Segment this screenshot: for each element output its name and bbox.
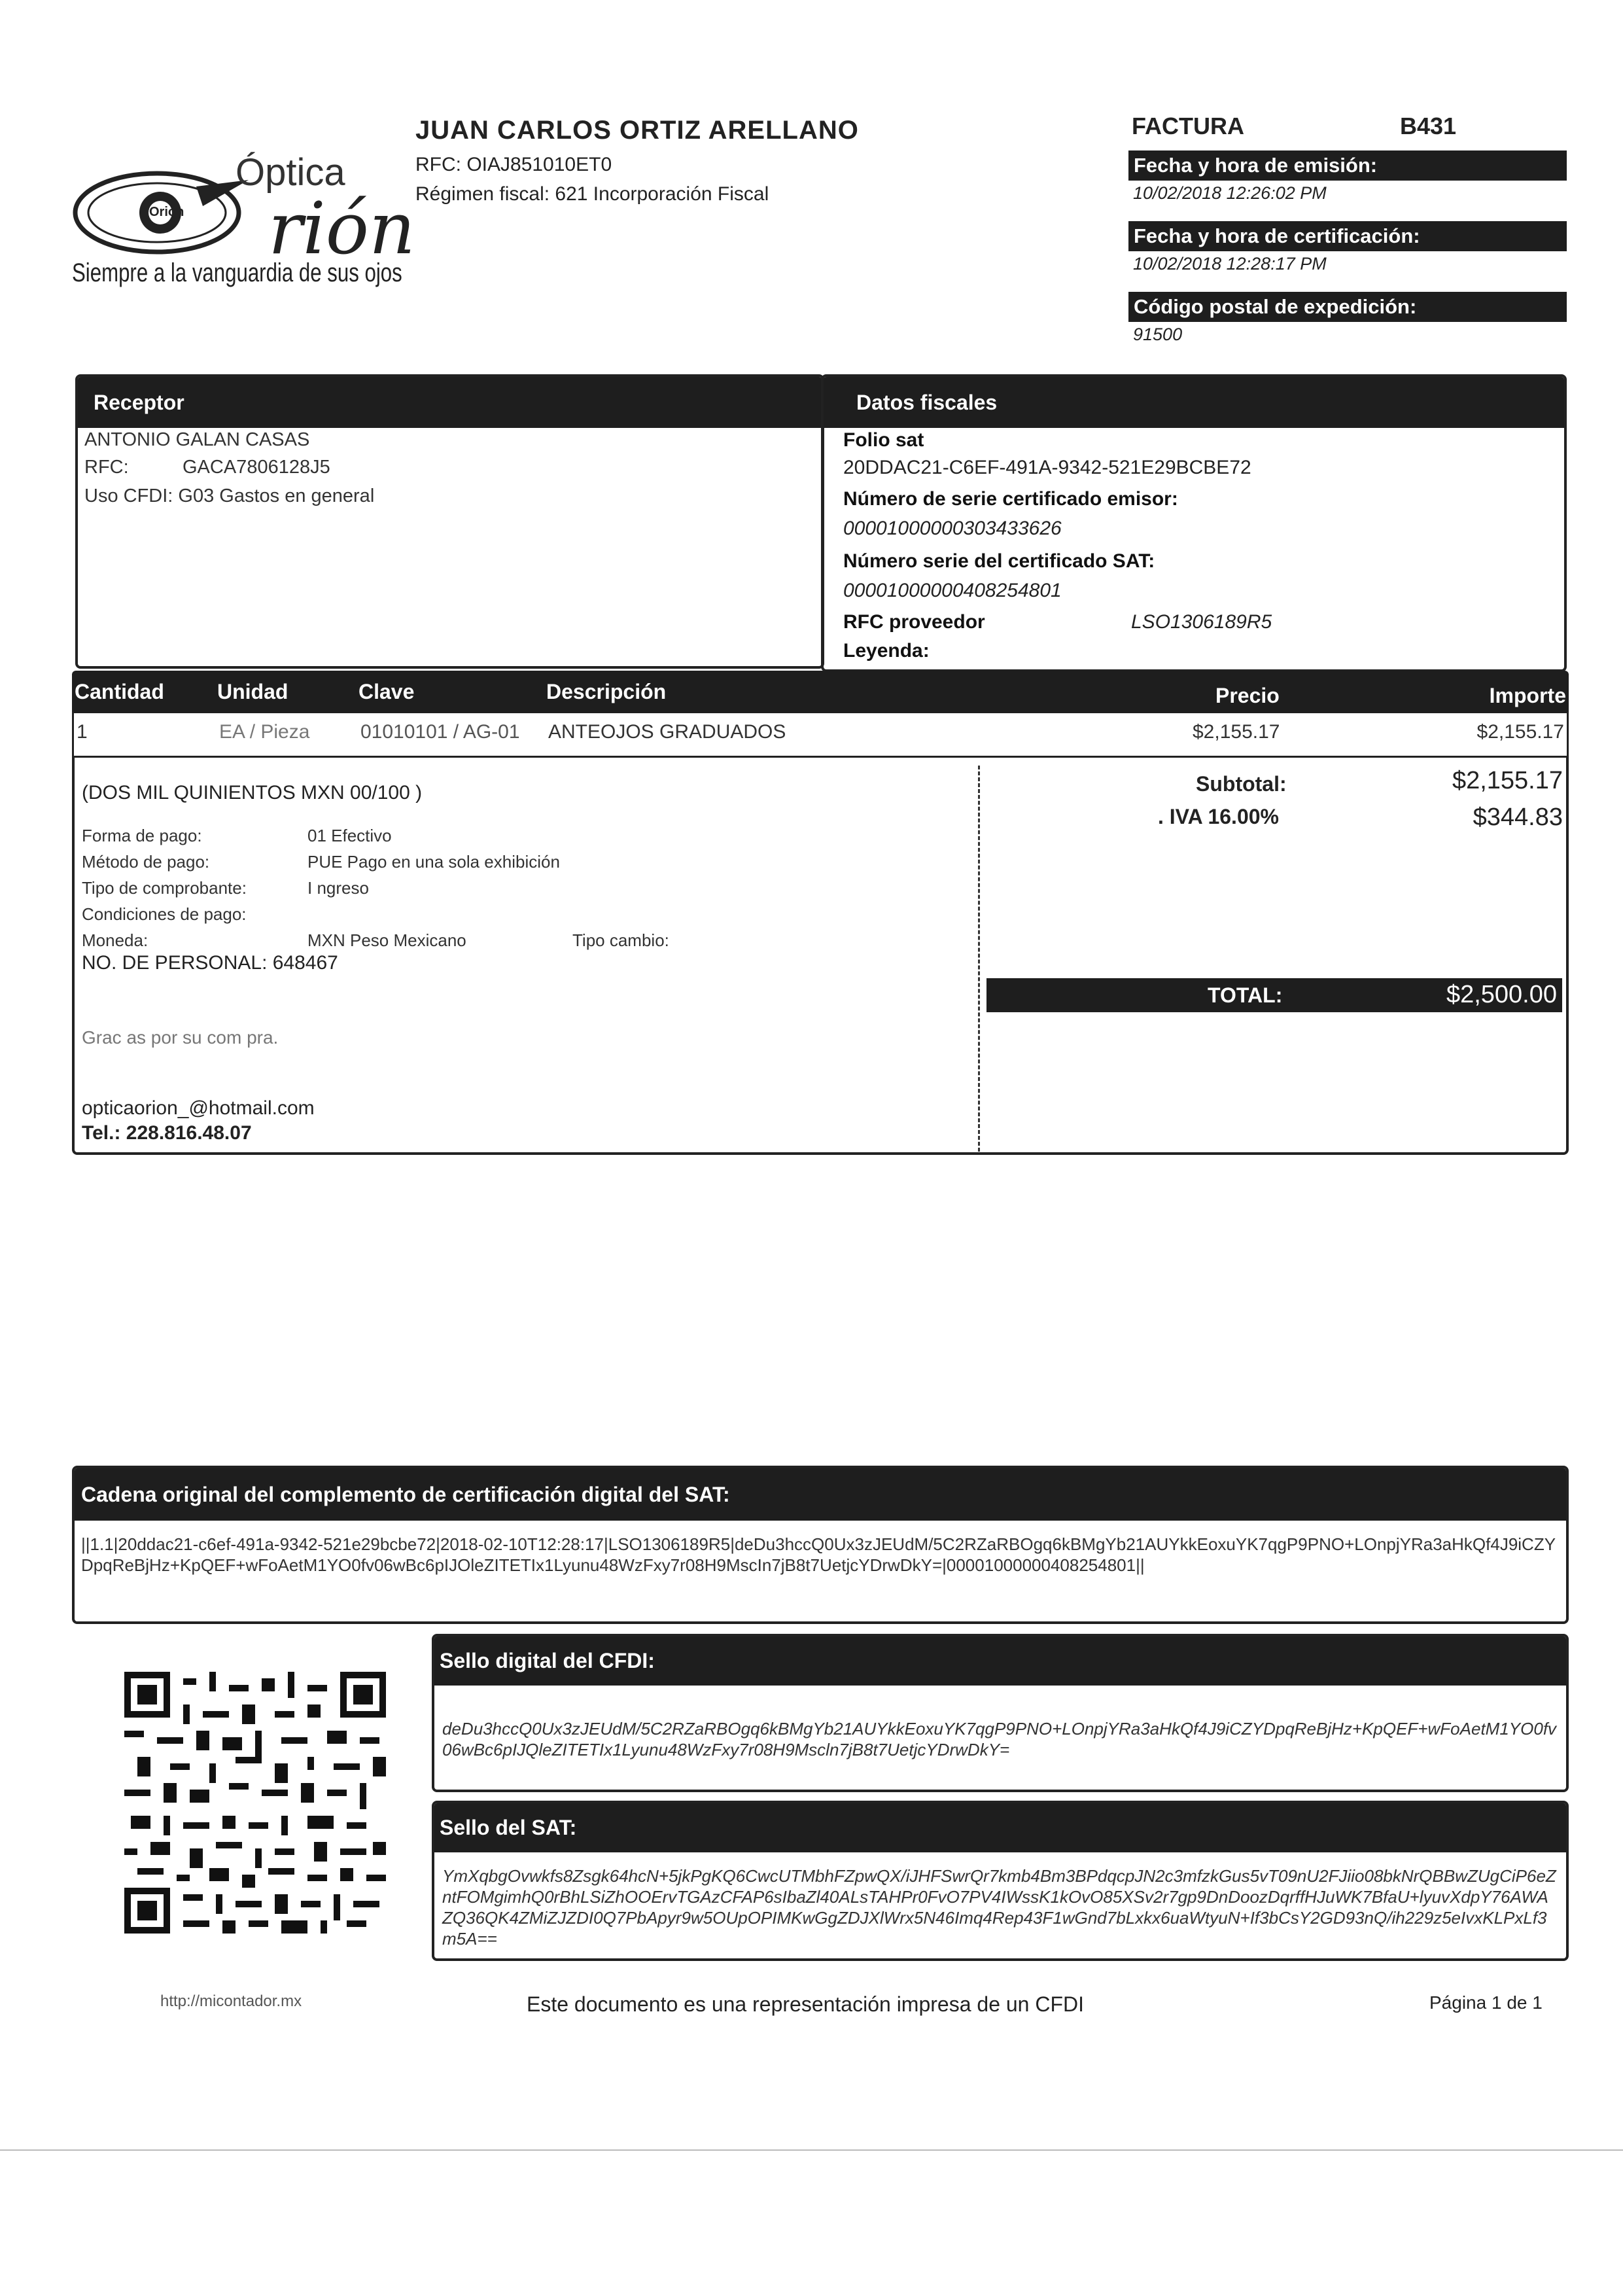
moneda-value: MXN Peso Mexicano [307,930,466,950]
issuer-rfc: RFC: OIAJ851010ET0 [415,154,612,175]
summary-divider [978,766,980,1152]
sello-cfdi-panel [432,1634,1569,1792]
brand-bottom: rión [268,186,415,270]
cert-sat-value: 00001000000408254801 [843,580,1062,601]
brand-tagline: Siempre a la vanguardia de sus ojos [72,258,402,287]
iva-value: $344.83 [1473,804,1563,831]
receptor-rfc-label: RFC: [84,457,129,478]
cp-value: 91500 [1133,325,1183,344]
cell-cantidad: 1 [77,721,88,743]
tipo-cambio-label: Tipo cambio: [572,930,669,950]
cert-sat-label: Número serie del certificado SAT: [843,550,1155,572]
personal-number: NO. DE PERSONAL: 648467 [82,952,338,974]
cadena-text: ||1.1|20ddac21-c6ef-491a-9342-521e29bcbe72|2018-02-10T12:28:17|LSO1306189R5|deDu3hccQ0Ux3zJEUdM/5C2RZaRBOgq6kBMgYb21AUYkkEoxuYK7qgP9PNO+LOnpjYRa3aHkQf4J9iCZYDpqReBjHz+KpQEF+wFoAetM1YO0fv06wBc6pIJOleZITETIx1Lyunu48WzFxy7r08H9MscIn7jB8t7UetjcYDrwDkY=|00001000000408254801|| [81,1534,1556,1575]
col-descripcion: Descripción [546,680,667,703]
forma-pago-value: 01 Efectivo [307,826,392,845]
fiscal-header: Datos fiscales [824,377,1564,428]
iva-label: . IVA 16.00% [1158,805,1279,828]
sello-sat-header: Sello del SAT: [434,1803,1566,1852]
leyenda-label: Leyenda: [843,640,930,662]
subtotal-value: $2,155.17 [1452,767,1563,794]
col-importe: Importe [1489,684,1566,707]
cell-precio: $2,155.17 [1193,721,1280,743]
contact-email: opticaorion_@hotmail.com [82,1097,315,1119]
receptor-uso: Uso CFDI: G03 Gastos en general [84,486,375,506]
forma-pago-label: Forma de pago: [82,826,202,845]
cert-emisor-value: 00001000000303433626 [843,518,1062,539]
rfc-proveedor-label: RFC proveedor [843,611,985,633]
sello-sat-text: YmXqbgOvwkfs8Zsgk64hcN+5jkPgKQ6CwcUTMbhFZpwQX/iJHFSwrQr7kmb4Bm3BPdqcpJN2c3mfzkGus5vT09nU2FJiio08bkNrQBBwZUgCiP6eZntFOMgimhQ0rBhLSiZhOOErvTGAzCFAP6sIbaZl40ALsTAHPr0FvO7PV4IWssK1kOvO85XSv2r7gp9DnDoozDqrffHJuWK7BfaU+lyuvXdpY76AWAZQ36QK4ZMiZJZDI0Q7PbApyr9w5OUpOPIMKwGgZDJXlWrx5N46Imq4Rep43F1wGnd7bLxkx6uaWtyuN+If3bCsY2GD93nQ/ih229z5eIvxKLPxLf3m5A== [442,1866,1556,1949]
thanks-message: Grac as por su com pra. [82,1027,279,1048]
folio-label: Folio sat [843,429,924,451]
brand-top: Óptica [236,151,345,194]
emision-value: 10/02/2018 12:26:02 PM [1133,183,1327,203]
receptor-rfc-value: GACA7806128J5 [183,457,330,478]
company-logo [72,147,415,298]
col-clave: Clave [358,680,415,703]
issuer-regimen: Régimen fiscal: 621 Incorporación Fiscal [415,183,769,205]
subtotal-label: Subtotal: [1196,772,1287,796]
sello-cfdi-text: deDu3hccQ0Ux3zJEUdM/5C2RZaRBOgq6kBMgYb21AUYkkEoxuYK7qgP9PNO+LOnpjYRa3aHkQf4J9iCZYDpqReBjHz+KpQEF+wFoAetM1YO0fv06wBc6pIJQleZITETIx1Lyunu48WzFxy7r08H9Mscln7jB8t7UetjcYDrwDkY= [442,1719,1557,1759]
total-value: $2,500.00 [1446,981,1557,1008]
cell-unidad: EA / Pieza [219,721,310,743]
contact-phone: Tel.: 228.816.48.07 [82,1122,252,1144]
footer-page-number: Página 1 de 1 [1429,1992,1543,2013]
cert-emisor-label: Número de serie certificado emisor: [843,488,1178,510]
rfc-proveedor-value: LSO1306189R5 [1131,611,1272,633]
tipo-comprobante-label: Tipo de comprobante: [82,878,247,898]
cadena-original-panel [72,1466,1569,1624]
issuer-name: JUAN CARLOS ORTIZ ARELLANO [415,116,859,145]
cell-clave: 01010101 / AG-01 [360,721,520,743]
col-unidad: Unidad [217,680,288,703]
certificacion-value: 10/02/2018 12:28:17 PM [1133,254,1327,274]
cell-descripcion: ANTEOJOS GRADUADOS [548,721,786,743]
emision-label: Fecha y hora de emisión: [1128,150,1567,181]
factura-folio: B431 [1400,113,1457,139]
col-precio: Precio [1215,684,1280,707]
fiscal-panel [821,374,1567,672]
receptor-header: Receptor [78,377,822,428]
tipo-comprobante-value: I ngreso [307,878,369,898]
cell-importe: $2,155.17 [1476,721,1564,743]
cp-label: Código postal de expedición: [1128,292,1567,322]
total-bar [986,978,1562,1012]
total-label: TOTAL: [1208,983,1283,1007]
factura-label: FACTURA [1132,113,1244,139]
scan-edge-line [0,2149,1623,2151]
sello-sat-panel [432,1801,1569,1961]
cadena-header: Cadena original del complemento de certificación digital del SAT: [75,1468,1566,1521]
qr-code-icon [124,1672,386,1934]
condiciones-pago-label: Condiciones de pago: [82,904,247,924]
receptor-name: ANTONIO GALAN CASAS [84,429,310,450]
table-row [72,712,1569,758]
folio-value: 20DDAC21-C6EF-491A-9342-521E29BCBE72 [843,457,1251,478]
sello-cfdi-header: Sello digital del CFDI: [434,1636,1566,1686]
metodo-pago-value: PUE Pago en una sola exhibición [307,852,560,872]
items-header-row [72,671,1569,713]
footer-cfdi-note: Este documento es una representación impresa de un CFDI [527,1992,1085,2016]
amount-in-words: (DOS MIL QUINIENTOS MXN 00/100 ) [82,782,423,804]
metodo-pago-label: Método de pago: [82,852,210,872]
emblem-text: Orion [149,205,184,219]
col-cantidad: Cantidad [75,680,164,703]
moneda-label: Moneda: [82,930,148,950]
footer-url: http://micontador.mx [160,1992,302,2010]
receptor-panel [75,374,824,669]
certificacion-label: Fecha y hora de certificación: [1128,221,1567,251]
